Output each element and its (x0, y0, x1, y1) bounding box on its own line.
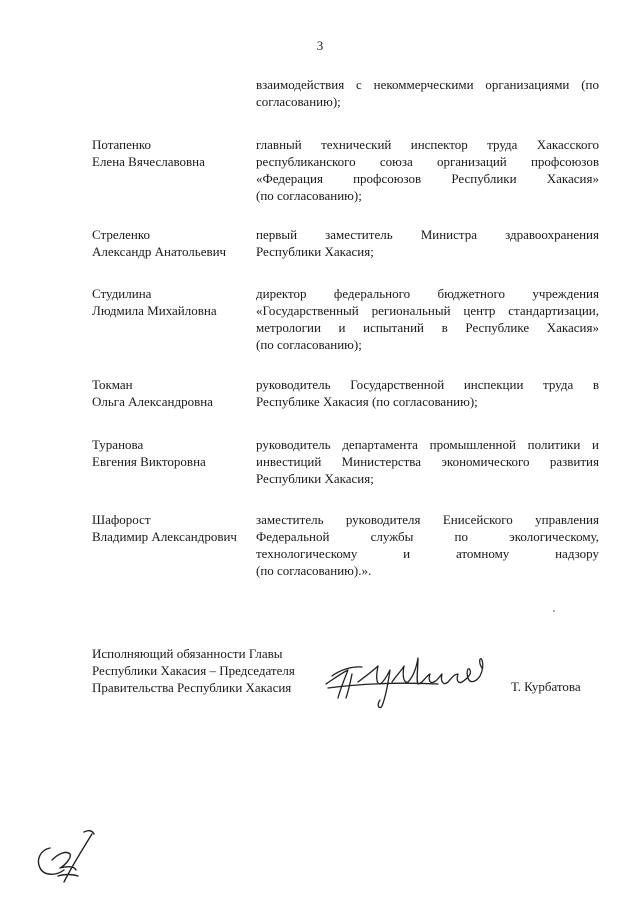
member-given-names: Ольга Александровна (92, 394, 213, 409)
member-given-names: Елена Вячеславовна (92, 154, 205, 169)
previous-entry-continuation (256, 76, 599, 110)
text-line: Республики Хакасия; (256, 471, 374, 486)
text-line: директор федерального бюджетного учреждения (256, 286, 599, 301)
member-name (92, 436, 257, 470)
member-surname: Студилина (92, 286, 152, 301)
signatory-title-line: Правительства Республики Хакасия (92, 680, 292, 695)
page-number: 3 (316, 38, 324, 53)
member-surname: Стреленко (92, 227, 150, 242)
member-name (92, 285, 257, 319)
text-line: «Федерация профсоюзов Республики Хакасия» (256, 171, 599, 186)
text-line: Республики Хакасия; (256, 244, 374, 259)
text-line: метрологии и испытаний в Республике Хакасия» (256, 320, 599, 335)
text-line: Республике Хакасия (по согласованию); (256, 394, 478, 409)
text-line: согласованию); (256, 94, 341, 109)
member-surname: Потапенко (92, 137, 151, 152)
member-position (256, 136, 599, 204)
member-position (256, 285, 599, 353)
member-position (256, 511, 599, 579)
text-line: республиканского союза организаций профсоюзов (256, 154, 599, 169)
member-position (256, 376, 599, 410)
text-line: руководитель Государственной инспекции труда в (256, 377, 599, 392)
text-line: Федеральной службы по экологическому, (256, 529, 599, 544)
member-given-names: Владимир Александрович (92, 529, 237, 544)
member-name (92, 226, 257, 260)
handwritten-signature (318, 640, 493, 710)
text-line: первый заместитель Министра здравоохранения (256, 227, 599, 242)
member-surname: Шафорост (92, 512, 151, 527)
initials-mark (28, 820, 103, 895)
member-position (256, 436, 599, 487)
member-given-names: Людмила Михайловна (92, 303, 217, 318)
member-position (256, 226, 599, 260)
member-name (92, 136, 257, 170)
text-line: «Государственный региональный центр стандартизации, (256, 303, 599, 318)
signatory-title-line: Республики Хакасия – Председателя (92, 663, 295, 678)
signatory-title-line: Исполняющий обязанности Главы (92, 646, 283, 661)
text-line: взаимодействия с некоммерческими организациями (по (256, 77, 599, 92)
text-line: главный технический инспектор труда Хакасского (256, 137, 599, 152)
text-line: инвестиций Министерства экономического развития (256, 454, 599, 469)
member-given-names: Александр Анатольевич (92, 244, 227, 259)
signatory-title (92, 645, 295, 696)
member-given-names: Евгения Викторовна (92, 454, 206, 469)
member-name (92, 511, 257, 545)
signer-name: Т. Курбатова (511, 679, 581, 694)
text-line: заместитель руководителя Енисейского управления (256, 512, 599, 527)
scan-speck (553, 610, 555, 612)
text-line: (по согласованию).». (256, 563, 372, 578)
text-line: технологическому и атомному надзору (256, 546, 599, 561)
text-line: (по согласованию); (256, 188, 362, 203)
member-surname: Туранова (92, 437, 144, 452)
text-line: руководитель департамента промышленной политики и (256, 437, 599, 452)
member-name (92, 376, 257, 410)
member-surname: Токман (92, 377, 133, 392)
text-line: (по согласованию); (256, 337, 362, 352)
